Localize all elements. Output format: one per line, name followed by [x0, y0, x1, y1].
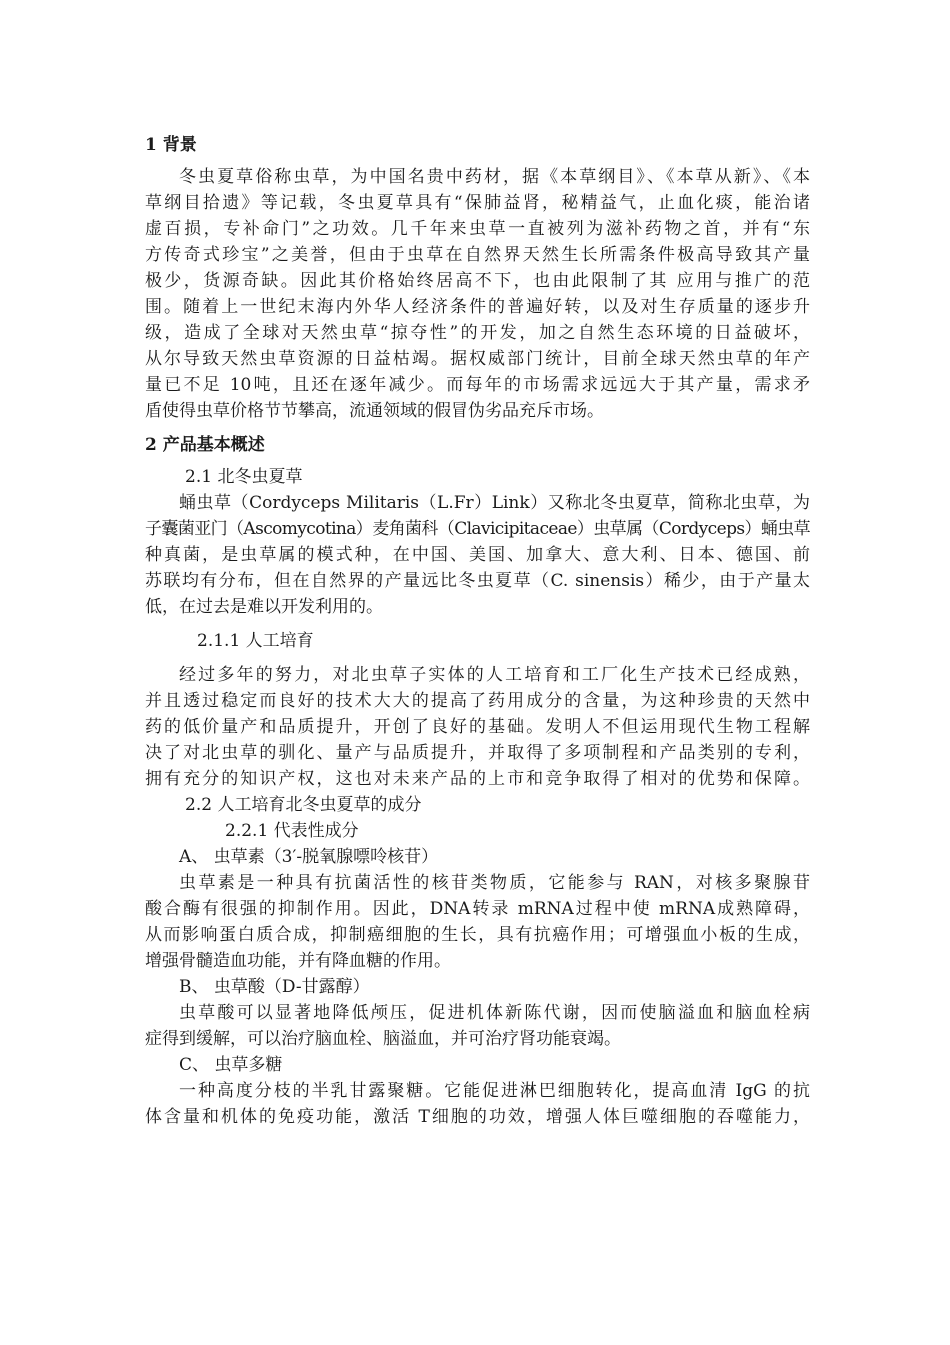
paragraph-line: 并且透过稳定而良好的技术大大的提高了药用成分的含量，为这种珍贵的天然中	[145, 691, 810, 711]
paragraph-line: 级，造成了全球对天然虫草“掠夺性”的开发，加之自然生态环境的日益破坏，	[145, 323, 810, 343]
paragraph-line: 冬虫夏草俗称虫草，为中国名贵中药材，据《本草纲目》、《本草从新》、《本	[179, 167, 810, 187]
paragraph-line: 子囊菌亚门（Ascomycotina）麦角菌科（Clavicipitaceae）虫草属（Cordyceps）蛹虫草	[145, 519, 811, 539]
paragraph-line: 增强骨髓造血功能，并有降血糖的作用。	[145, 951, 451, 971]
paragraph-line: 盾使得虫草价格节节攀高，流通领域的假冒伪劣品充斥市场。	[145, 401, 604, 421]
section-1-heading: 1 背景	[145, 135, 197, 155]
subsection-2-1-1-heading: 2.1.1 人工培育	[197, 631, 314, 651]
paragraph-line: 从尔导致天然虫草资源的日益枯竭。据权威部门统计，目前全球天然虫草的年产	[145, 349, 810, 369]
item-a-paragraph	[145, 870, 810, 974]
paragraph-line: 量已不足 10吨，且还在逐年减少。而每年的市场需求远远大于其产量，需求矛	[145, 375, 810, 395]
paragraph-line: 低，在过去是难以开发利用的。	[145, 597, 383, 617]
item-c-paragraph	[145, 1078, 810, 1130]
paragraph-line: 症得到缓解，可以治疗脑血栓、脑溢血，并可治疗肾功能衰竭。	[145, 1029, 621, 1049]
section-2-heading: 2 产品基本概述	[145, 435, 265, 455]
subsection-2-1-paragraph	[145, 490, 810, 620]
paragraph-line: 苏联均有分布，但在自然界的产量远比冬虫夏草（C. sinensis）稀少，由于产量太	[145, 571, 810, 591]
paragraph-line: 围。随着上一世纪末海内外华人经济条件的普遍好转，以及对生存质量的逐步升	[145, 297, 810, 317]
item-a-heading: A、 虫草素（3′-脱氧腺嘌呤核苷）	[179, 847, 439, 867]
paragraph-line: 药的低价量产和品质提升，开创了良好的基础。发明人不但运用现代生物工程解	[145, 717, 810, 737]
subsection-2-2-1-heading: 2.2.1 代表性成分	[225, 821, 359, 841]
subsection-2-2-heading: 2.2 人工培育北冬虫夏草的成分	[185, 795, 422, 815]
paragraph-line: 极少，货源奇缺。因此其价格始终居高不下，也由此限制了其 应用与推广的范	[145, 271, 810, 291]
item-b-heading: B、 虫草酸（D-甘露醇）	[179, 977, 370, 997]
paragraph-line: 拥有充分的知识产权，这也对未来产品的上市和竞争取得了相对的优势和保障。	[145, 769, 810, 789]
paragraph-line: 虚百损，专补命门”之功效。几千年来虫草一直被列为滋补药物之首，并有“东	[145, 219, 810, 239]
paragraph-line: 虫草酸可以显著地降低颅压，促进机体新陈代谢，因而使脑溢血和脑血栓病	[179, 1003, 810, 1023]
paragraph-line: 从而影响蛋白质合成，抑制癌细胞的生长，具有抗癌作用；可增强血小板的生成，	[145, 925, 810, 945]
item-b-paragraph	[145, 1000, 810, 1052]
paragraph-line: 体含量和机体的免疫功能，激活 T细胞的功效，增强人体巨噬细胞的吞噬能力，	[145, 1107, 810, 1127]
paragraph-line: 蛹虫草（Cordyceps Militaris（L.Fr）Link）又称北冬虫夏草，简称北虫草，为	[179, 493, 810, 513]
paragraph-line: 一种高度分枝的半乳甘露聚糖。它能促进淋巴细胞转化，提高血清 IgG 的抗	[179, 1081, 810, 1101]
paragraph-line: 酸合酶有很强的抑制作用。因此，DNA转录 mRNA过程中使 mRNA成熟障碍，	[145, 899, 810, 919]
section-1-paragraph	[145, 164, 810, 424]
paragraph-line: 种真菌，是虫草属的模式种，在中国、美国、加拿大、意大利、日本、德国、前	[145, 545, 810, 565]
item-c-heading: C、 虫草多糖	[179, 1055, 283, 1075]
paragraph-line: 草纲目拾遗》等记载，冬虫夏草具有“保肺益肾，秘精益气，止血化痰，能治诸	[145, 193, 810, 213]
paragraph-line: 决了对北虫草的驯化、量产与品质提升，并取得了多项制程和产品类别的专利，	[145, 743, 810, 763]
paragraph-line: 虫草素是一种具有抗菌活性的核苷类物质，它能参与 RAN，对核多聚腺苷	[179, 873, 810, 893]
subsection-2-1-1-paragraph	[145, 662, 810, 792]
document-body	[145, 124, 810, 1130]
paragraph-line: 方传奇式珍宝”之美誉，但由于虫草在自然界天然生长所需条件极高导致其产量	[145, 245, 810, 265]
subsection-2-1-heading: 2.1 北冬虫夏草	[185, 467, 303, 487]
paragraph-line: 经过多年的努力，对北虫草子实体的人工培育和工厂化生产技术已经成熟，	[179, 665, 810, 685]
